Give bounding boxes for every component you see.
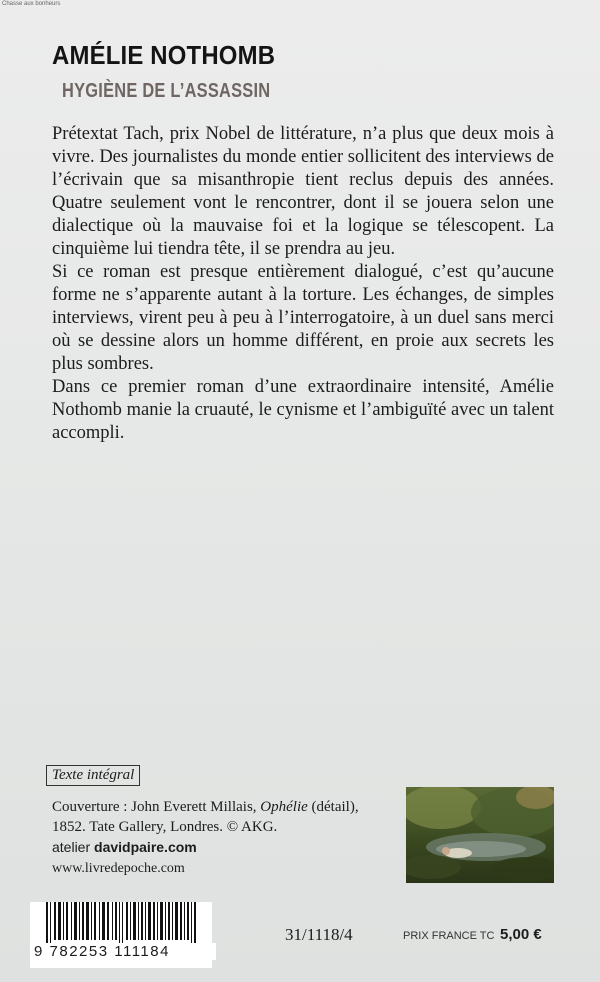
barcode-number: 9 782253 111184 xyxy=(30,943,216,960)
price-label: PRIX FRANCE TC xyxy=(403,930,495,942)
credit-suffix: (détail), xyxy=(307,799,359,815)
blurb-paragraph: Prétextat Tach, prix Nobel de littérature, n’a plus que deux mois à vivre. Des journalistes du monde entier sollicitent des interviews de l’écrivain que sa misanthropie tient reclus depuis des années. Quatre seulement vont le rencontrer, dont il se jouera selon une dialectique où la mauvaise foi et la logique se télescopent. La cinquième lui tiendra tête, il se prendra au jeu. xyxy=(52,124,554,259)
credit-line-2: 1852. Tate Gallery, Londres. © AKG. xyxy=(52,819,278,835)
price-value: 5,00 € xyxy=(500,926,542,943)
studio-name: davidpaire.com xyxy=(94,839,197,855)
corner-stamp: Chasse aux bonheurs xyxy=(2,1,61,7)
credit-line xyxy=(52,797,402,817)
credit-prefix: Couverture : John Everett Millais, xyxy=(52,799,261,815)
catalog-number: 31/1118/4 xyxy=(285,925,353,944)
publisher-website: www.livredepoche.com xyxy=(52,861,185,876)
painting-title: Ophélie xyxy=(260,799,308,815)
book-title: HYGIÈNE DE L’ASSASSIN xyxy=(62,80,271,102)
cover-painting-thumbnail xyxy=(406,787,554,883)
blurb-paragraph: Dans ce premier roman d’une extraordinaire intensité, Amélie Nothomb manie la cruauté, le cynisme et l’ambiguïté avec un talent accompli. xyxy=(52,377,554,443)
design-credit: atelier davidpaire.com xyxy=(52,839,197,855)
blurb-paragraph: Si ce roman est presque entièrement dialogué, c’est qu’aucune forme ne s’apparente autant à la torture. Les échanges, de simples interviews, virent peu à peu à l’interrogatoire, à un duel sans merci où se dessine alors un homme différent, en proie aux secrets les plus sombres. xyxy=(52,262,554,374)
cover-credits xyxy=(52,797,402,857)
back-cover-blurb xyxy=(52,123,554,445)
texte-integral-label: Texte intégral xyxy=(46,765,140,786)
author-name: AMÉLIE NOTHOMB xyxy=(52,40,276,70)
